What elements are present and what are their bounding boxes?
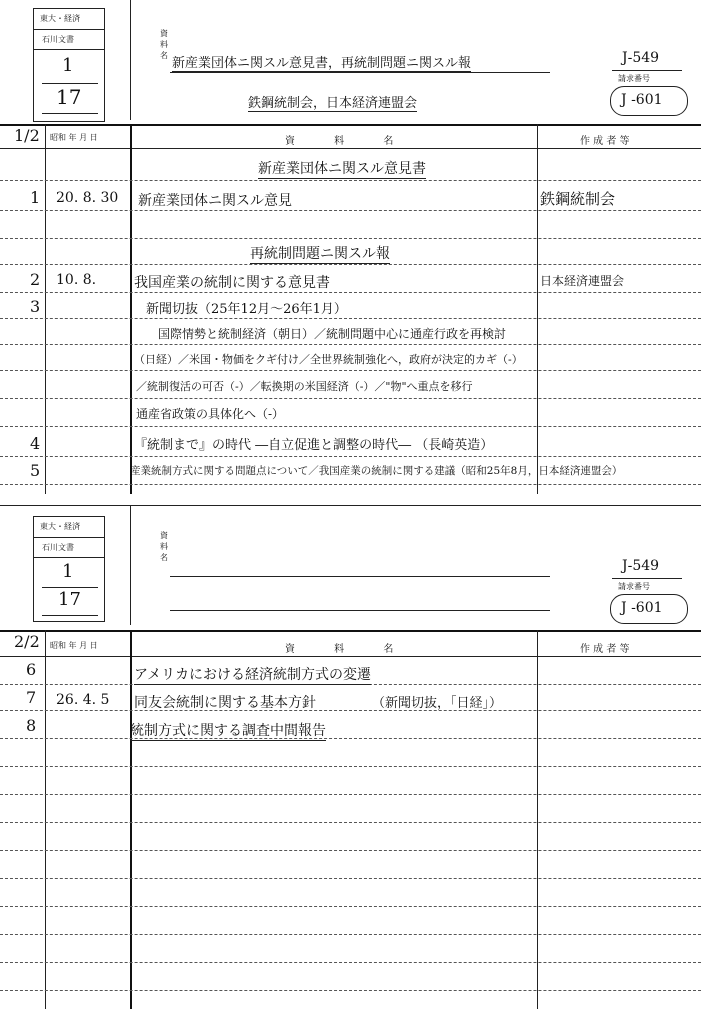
header-name-2: 資 料 名 (285, 644, 412, 655)
row-8-name: 統制方式に関する調査中間報告 (130, 720, 326, 741)
row-2-no: 2 (30, 270, 41, 289)
label-num-1-2: 1 (62, 561, 74, 582)
shiryo-label-2: 資料名 (160, 531, 168, 562)
row-4-name: 『統制まで』の時代 ―自立促進と調整の時代― （長崎英造） (134, 438, 494, 453)
label-org: 東大・経済 (40, 14, 80, 23)
document-title: 新産業団体ニ関スル意見書，再統制問題ニ関スル報 (172, 52, 471, 72)
label-num-1: 1 (62, 55, 74, 76)
row-8-no: 8 (26, 716, 37, 735)
row-1-name: 新産業団体ニ関スル意見 (138, 193, 292, 209)
document-subtitle: 鉄鋼統制会，日本経済連盟会 (248, 92, 417, 112)
label-collection-2: 石川文書 (42, 543, 74, 552)
code-oval-2 (610, 594, 688, 624)
group-heading-1: 新産業団体ニ関スル意見書 (258, 158, 426, 179)
shiryo-label: 資料名 (160, 29, 168, 60)
header-name: 資 料 名 (285, 136, 412, 147)
row-1-author: 鉄鋼統制会 (540, 190, 616, 208)
row-2-date: 10. 8. (56, 272, 97, 288)
code-small-label-2: 請求番号 (618, 582, 650, 591)
row-3-no: 3 (30, 297, 41, 316)
row-3-name: 新聞切抜（25年12月～26年1月） (146, 302, 347, 317)
row-5-no: 5 (30, 461, 41, 480)
row-7-note: （新聞切抜，「日経」） (372, 696, 503, 711)
code-top-2: J-549 (622, 558, 660, 574)
row-7-date: 26. 4. 5 (56, 692, 110, 708)
code-oval-text: J -601 (621, 92, 663, 108)
archive-label-box-2 (33, 516, 105, 622)
header-date: 昭和 年 月 日 (50, 133, 98, 142)
header-date-2: 昭和 年 月 日 (50, 641, 98, 650)
row-4-no: 4 (30, 434, 41, 453)
row-5-name: 産業統制方式に関する問題点について／我国産業の統制に関する建議（昭和25年8月，日本経済連盟会） (130, 465, 623, 477)
label-org-2: 東大・経済 (40, 522, 80, 531)
header-author: 作 成 者 等 (580, 136, 630, 147)
row-3-detail-4: 通産省政策の具体化へ（-） (136, 407, 285, 421)
code-oval-text-2: J -601 (621, 600, 663, 616)
row-1-date: 20. 8. 30 (56, 190, 119, 206)
row-3-detail-1: 国際情勢と統制経済（朝日）／統制問題中心に通産行政を再検討 (158, 327, 507, 341)
header-author-2: 作 成 者 等 (580, 644, 630, 655)
label-num-2-2: 17 (58, 589, 81, 610)
row-2-name: 我国産業の統制に関する意見書 (134, 275, 330, 291)
row-2-author: 日本経済連盟会 (540, 274, 625, 288)
row-3-detail-3: ／統制復活の可否（-）／転換期の米国経済（-）／"物"へ重点を移行 (136, 380, 473, 393)
row-6-no: 6 (26, 660, 37, 679)
row-3-detail-2: （日経）／米国・物価をクギ付け／全世界統制強化へ，政府が決定的カギ（-） (134, 353, 523, 366)
row-1-no: 1 (30, 188, 41, 207)
code-oval (610, 86, 688, 116)
page-number-2: 2/2 (14, 632, 40, 651)
label-collection: 石川文書 (42, 35, 74, 44)
row-6-name: アメリカにおける経済統制方式の変遷 (134, 664, 371, 685)
row-7-no: 7 (26, 688, 37, 707)
code-top: J-549 (622, 50, 660, 66)
code-small-label: 請求番号 (618, 74, 650, 83)
group-heading-2: 再統制問題ニ関スル報 (250, 243, 390, 264)
label-num-2: 17 (56, 85, 82, 109)
page-number-1: 1/2 (14, 126, 40, 145)
row-7-name: 同友会統制に関する基本方針 (134, 695, 316, 711)
archive-label-box (33, 8, 105, 122)
